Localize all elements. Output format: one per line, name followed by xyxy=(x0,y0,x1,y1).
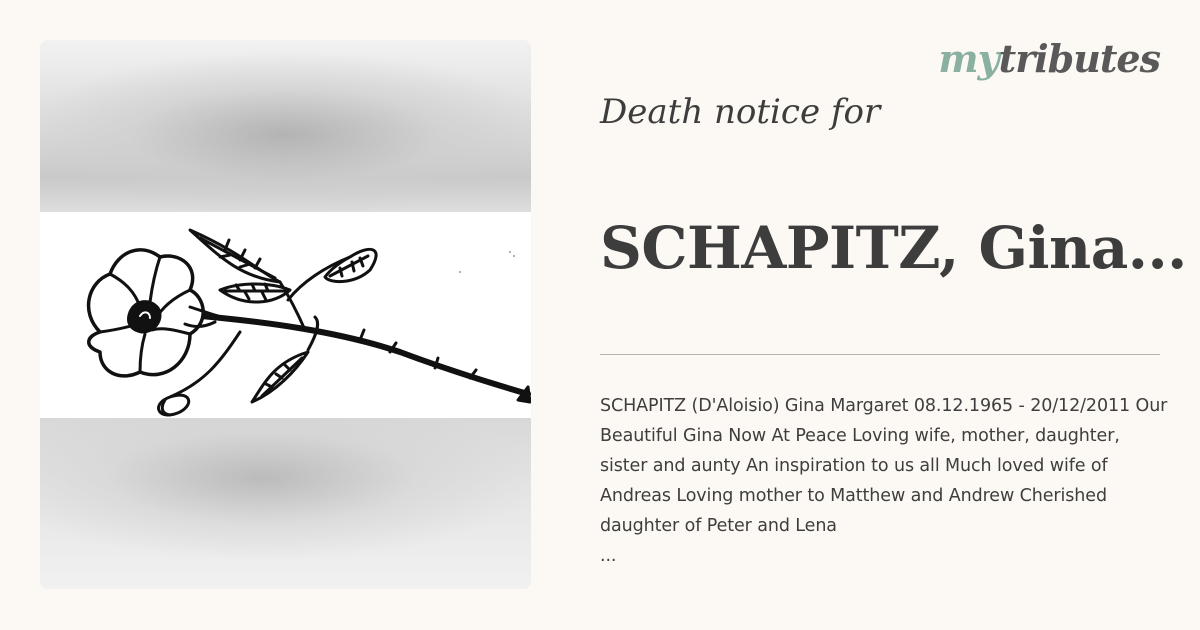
notice-photo xyxy=(40,40,531,589)
notice-body-ellipsis: ... xyxy=(600,546,617,566)
rose-image xyxy=(40,212,531,418)
photo-blur-bottom xyxy=(40,418,531,589)
notice-body-text: SCHAPITZ (D'Aloisio) Gina Margaret 08.12.1965 - 20/12/2011 Our Beautiful Gina Now At Peace Loving wife, mother, daughter, sister and aunty An inspiration to us all Much loved wife of Andreas Loving mother to Matthew and Andrew Cherished daughter of Peter and Lena xyxy=(600,396,1168,536)
rose-icon xyxy=(40,212,531,418)
mytributes-logo[interactable] xyxy=(938,36,1160,82)
notice-label: Death notice for xyxy=(600,92,881,132)
deceased-name: SCHAPITZ, Gina... xyxy=(600,214,1187,282)
logo-my: my xyxy=(938,36,999,81)
divider xyxy=(600,354,1160,355)
notice-body xyxy=(600,391,1172,571)
photo-blur-top xyxy=(40,40,531,212)
logo-tributes: tributes xyxy=(998,36,1160,81)
